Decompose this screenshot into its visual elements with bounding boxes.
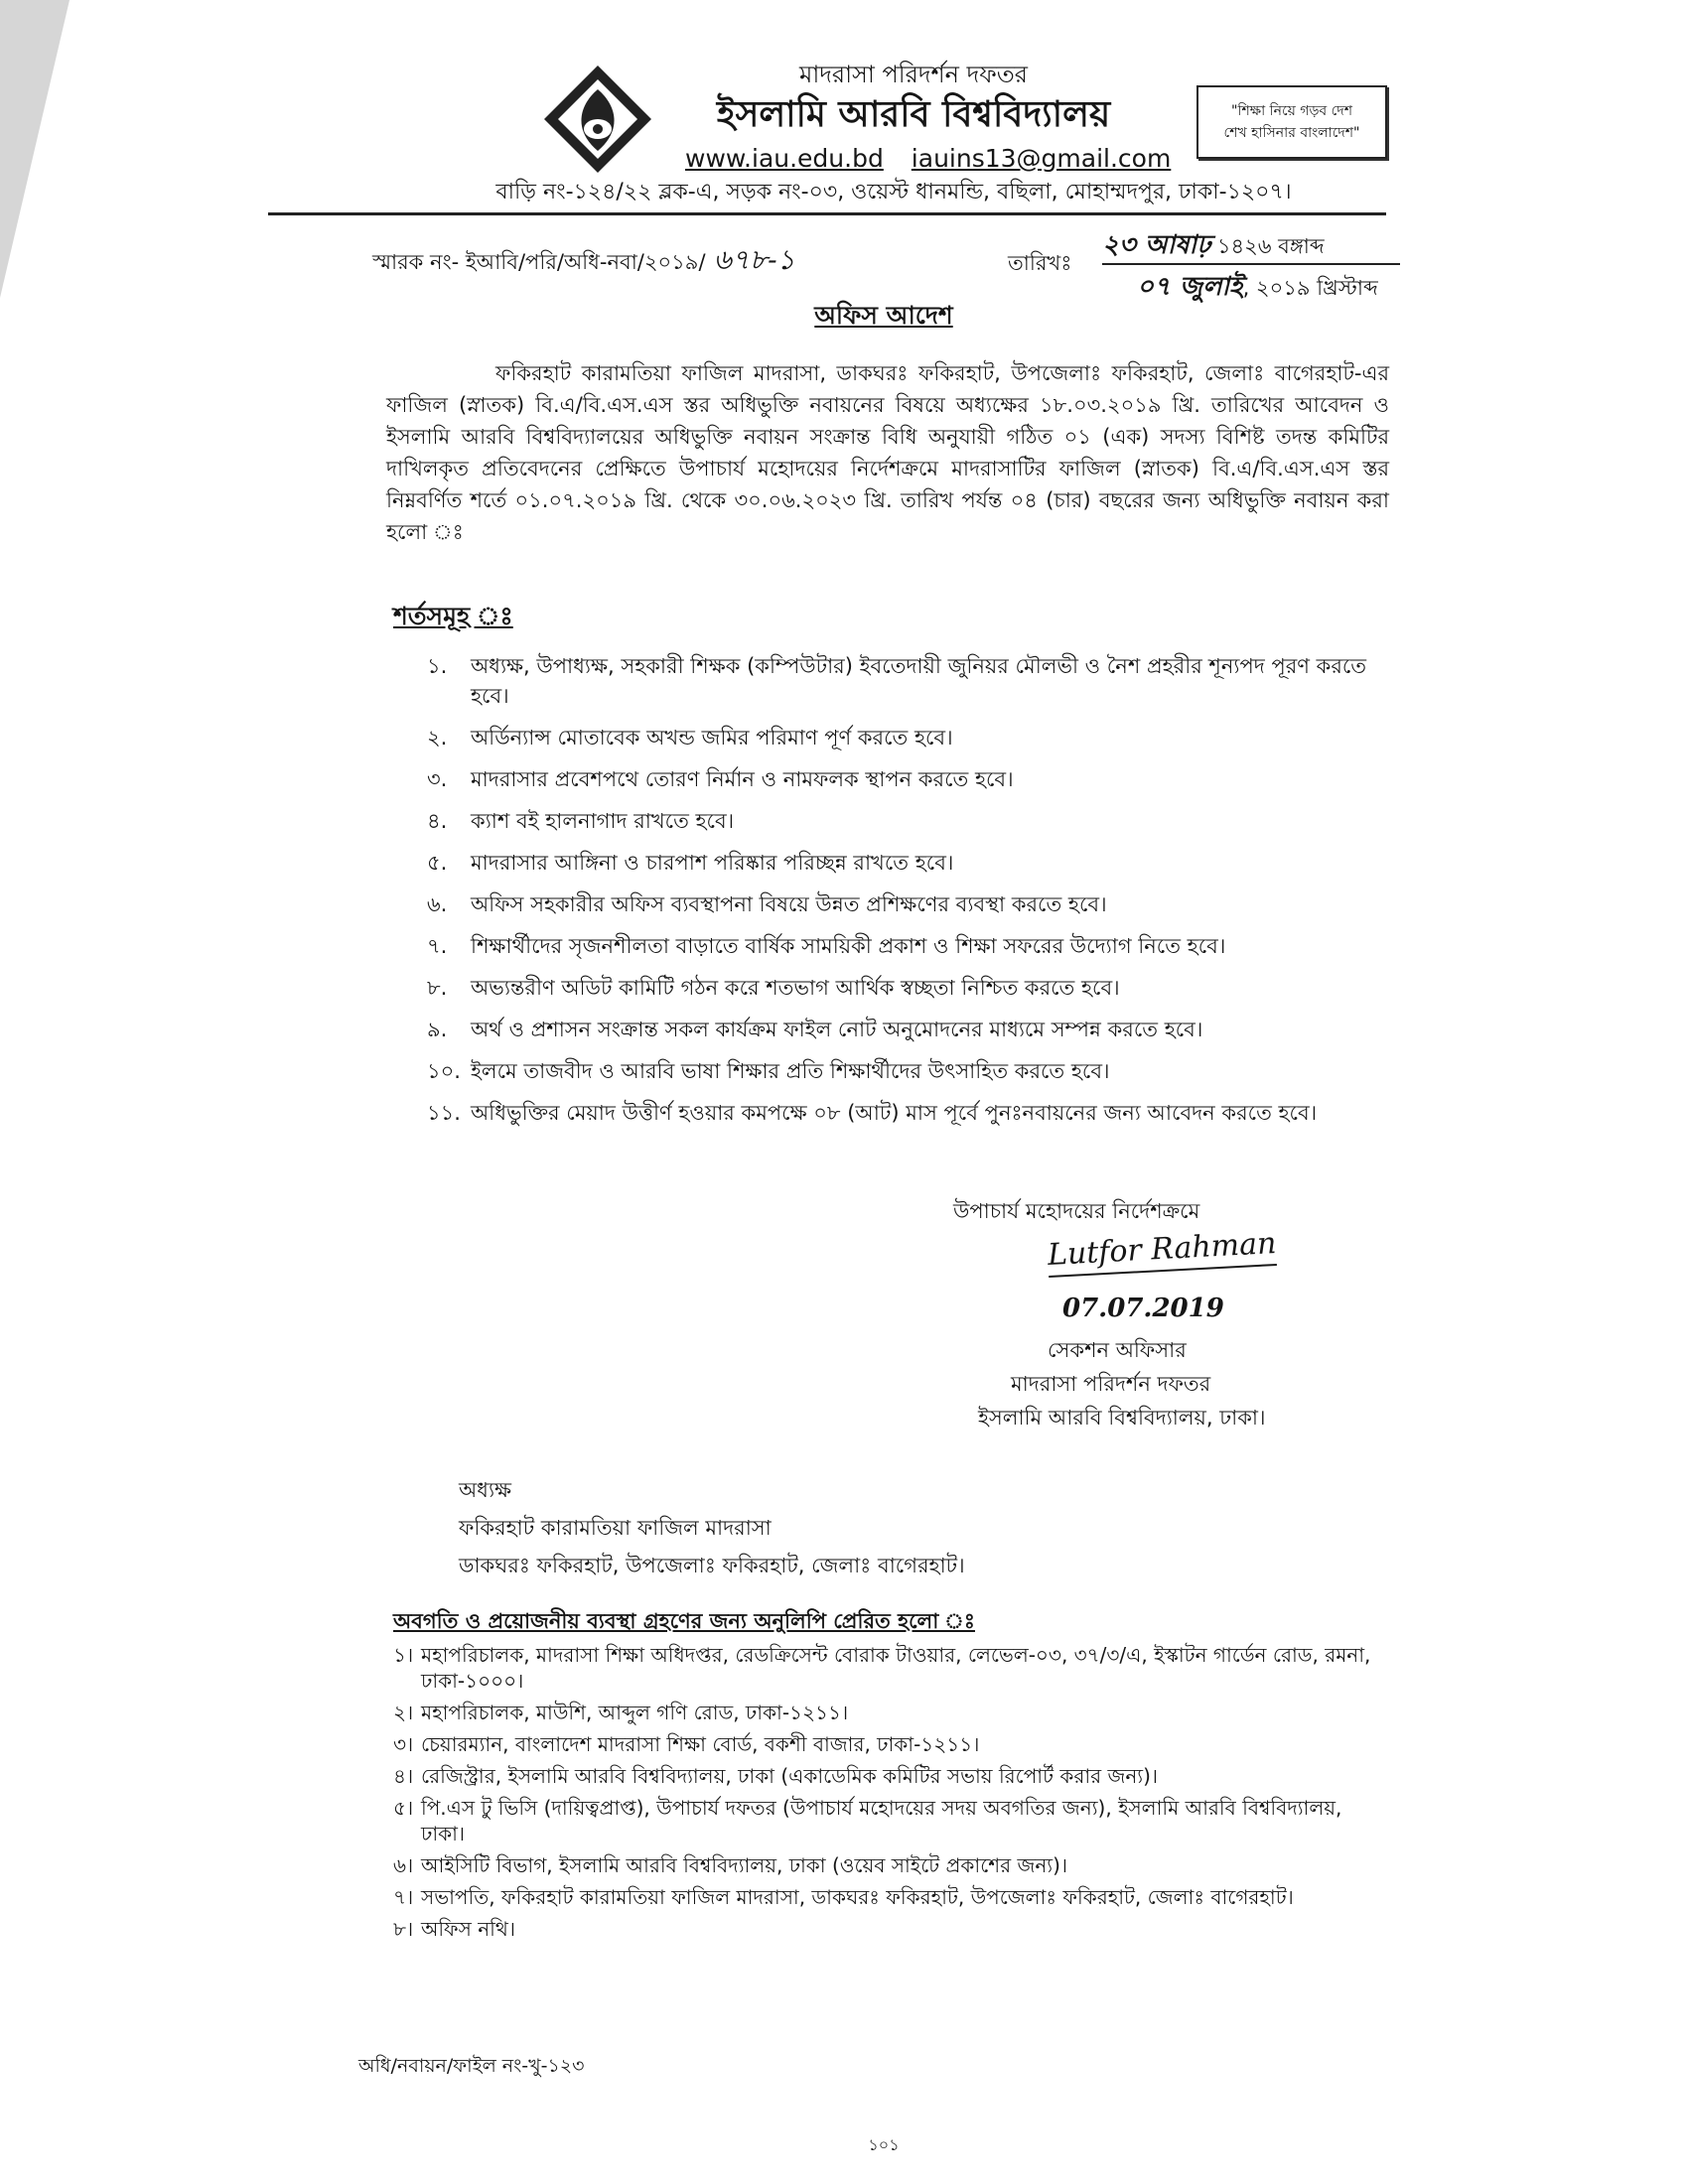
condition-item (427, 1098, 1390, 1128)
condition-item (427, 1056, 1390, 1086)
file-number: অধি/নবায়ন/ফাইল নং-খু-১২৩ (358, 2055, 585, 2077)
copy-recipient (393, 1700, 1386, 1725)
university-name: ইসলামি আরবি বিশ্ববিদ্যালয় (716, 94, 1111, 135)
addressee-block (459, 1471, 965, 1584)
signature-instruction: উপাচার্য মহোদয়ের নির্দেশক্রমে (953, 1199, 1200, 1223)
english-date-handwritten: ০৭ জুলাই (1137, 272, 1243, 302)
reference-number (372, 243, 795, 279)
website-link[interactable]: www.iau.edu.bd (685, 144, 884, 173)
condition-item-number: ১. (427, 654, 448, 678)
bangla-date-handwritten: ২৩ আষাঢ় (1102, 230, 1211, 260)
condition-item-text: অভ্যন্তরীণ অডিট কামিটি গঠন করে শতভাগ আর্থিক স্বচ্ছতা নিশ্চিত করতে হবে। (471, 976, 1120, 1000)
conditions-list (427, 651, 1390, 1140)
copy-recipient (393, 1795, 1386, 1846)
document-title: অফিস আদেশ (814, 301, 953, 330)
condition-item-text: ক্যাশ বই হালনাগাদ রাখতে হবে। (471, 809, 735, 833)
copy-recipient-number: ৩। (393, 1732, 414, 1756)
copies-heading: অবগতি ও প্রয়োজনীয় ব্যবস্থা গ্রহণের জন্য অনুলিপি প্রেরিত হলো ঃ (393, 1609, 975, 1633)
copy-recipient-number: ৪। (393, 1764, 414, 1788)
condition-item (427, 848, 1390, 878)
copy-recipient-text: মহাপরিচালক, মাদরাসা শিক্ষা অধিদপ্তর, রেডক্রিসেন্ট বোরাক টাওয়ার, লেভেল-০৩, ৩৭/৩/এ, ইস্কাটন গার্ডেন রোড, রমনা, ঢাকা-১০০০। (421, 1643, 1371, 1693)
copy-recipient-text: রেজিস্ট্রার, ইসলামি আরবি বিশ্ববিদ্যালয়, ঢাকা (একাডেমিক কমিটির সভায় রিপোর্ট করার জন্য)। (421, 1764, 1159, 1788)
condition-item-text: অর্থ ও প্রশাসন সংক্রান্ত সকল কার্যক্রম ফাইল নোট অনুমোদনের মাধ্যমে সম্পন্ন করতে হবে। (471, 1018, 1203, 1041)
copy-recipient-number: ২। (393, 1701, 414, 1724)
copy-recipient-number: ৮। (393, 1917, 414, 1941)
bangla-date-suffix: ১৪২৬ বঙ্গাব্দ (1216, 234, 1325, 258)
signatory-office: মাদরাসা পরিদর্শন দফতর (1011, 1372, 1211, 1396)
condition-item (427, 764, 1390, 794)
condition-item-text: ইলমে তাজবীদ ও আরবি ভাষা শিক্ষার প্রতি শিক্ষার্থীদের উৎসাহিত করতে হবে। (471, 1059, 1110, 1083)
condition-item-number: ১১. (427, 1101, 461, 1125)
handwritten-signature (953, 1226, 1370, 1335)
condition-item (427, 651, 1390, 711)
reference-label: স্মারক নং- ইআবি/পরি/অধি-নবা/২০১৯/ (372, 250, 706, 274)
copy-recipient (393, 1763, 1386, 1789)
copy-recipient-text: আইসিটি বিভাগ, ইসলামি আরবি বিশ্ববিদ্যালয়, ঢাকা (ওয়েব সাইটে প্রকাশের জন্য)। (421, 1853, 1068, 1877)
condition-item (427, 1015, 1390, 1044)
addressee-title: অধ্যক্ষ (459, 1478, 512, 1502)
signatory-designation: সেকশন অফিসার (1048, 1338, 1187, 1362)
condition-item-text: শিক্ষার্থীদের সৃজনশীলতা বাড়াতে বার্ষিক সাময়িকী প্রকাশ ও শিক্ষা সফরের উদ্যোগ নিতে হবে। (471, 934, 1226, 958)
condition-item-number: ৬. (427, 892, 448, 916)
condition-item-text: অফিস সহকারীর অফিস ব্যবস্থাপনা বিষয়ে উন্নত প্রশিক্ষণের ব্যবস্থা করতে হবে। (471, 892, 1107, 916)
english-date: ০৭ জুলাই, ২০১৯ খ্রিস্টাব্দ (1137, 272, 1378, 302)
reference-handwritten-number: ৬৭৮-১ (713, 243, 795, 276)
email-link[interactable]: iauins13@gmail.com (911, 144, 1172, 173)
condition-item (427, 889, 1390, 919)
copy-recipient (393, 1731, 1386, 1757)
date-label: তারিখঃ (1008, 251, 1072, 275)
scan-shadow (0, 0, 70, 298)
copy-recipient-text: সভাপতি, ফকিরহাট কারামতিয়া ফাজিল মাদরাসা, ডাকঘরঃ ফকিরহাট, উপজেলাঃ ফকিরহাট, জেলাঃ বাগেরহাট। (421, 1885, 1294, 1909)
copy-recipient (393, 1852, 1386, 1878)
office-name: মাদরাসা পরিদর্শন দফতর (799, 61, 1028, 88)
bangla-date (1102, 228, 1400, 265)
condition-item-text: মাদরাসার প্রবেশপথে তোরণ নির্মান ও নামফলক স্থাপন করতে হবে। (471, 767, 1014, 791)
addressee-address: ডাকঘরঃ ফকিরহাট, উপজেলাঃ ফকিরহাট, জেলাঃ বাগেরহাট। (459, 1554, 965, 1577)
address-line: বাড়ি নং-১২৪/২২ ব্লক-এ, সড়ক নং-০৩, ওয়েস্ট ধানমন্ডি, বছিলা, মোহাম্মদপুর, ঢাকা-১২০৭। (495, 180, 1292, 205)
contact-line (675, 143, 1172, 175)
conditions-heading: শর্তসমূহ ঃ (393, 602, 513, 630)
signature-block (953, 1196, 1370, 1433)
copies-list (393, 1642, 1386, 1948)
copy-recipient-number: ৫। (393, 1796, 414, 1820)
copy-recipient-number: ৬। (393, 1853, 414, 1877)
motto-line: "শিক্ষা নিয়ে গড়ব দেশ (1231, 103, 1352, 119)
condition-item-number: ৩. (427, 767, 448, 791)
header-divider (268, 212, 1386, 215)
motto-line: শেখ হাসিনার বাংলাদেশ" (1223, 125, 1360, 141)
condition-item-text: মাদরাসার আঙ্গিনা ও চারপাশ পরিষ্কার পরিচ্ছন্ন রাখতে হবে। (471, 851, 954, 875)
motto-box (1196, 85, 1387, 159)
copy-recipient-text: পি.এস টু ভিসি (দায়িত্বপ্রাপ্ত), উপাচার্য দফতর (উপাচার্য মহোদয়ের সদয় অবগতির জন্য), ইসলামি আরবি বিশ্ববিদ্যালয়, ঢাকা। (421, 1796, 1342, 1845)
english-date-suffix: ২০১৯ খ্রিস্টাব্দ (1255, 276, 1378, 300)
copy-recipient (393, 1916, 1386, 1942)
condition-item-text: অর্ডিন্যান্স মোতাবেক অখন্ড জমির পরিমাণ পূর্ণ করতে হবে। (471, 726, 953, 750)
page-number: ১০১ (868, 2135, 900, 2154)
condition-item-number: ৪. (427, 809, 448, 833)
condition-item-number: ৭. (427, 934, 448, 958)
copy-recipient-text: মহাপরিচালক, মাউশি, আব্দুল গণি রোড, ঢাকা-১২১১। (421, 1701, 849, 1724)
order-body: ফকিরহাট কারামতিয়া ফাজিল মাদরাসা, ডাকঘরঃ ফকিরহাট, উপজেলাঃ ফকিরহাট, জেলাঃ বাগেরহাট-এর ফাজিল (স্নাতক) বি.এ/বি.এস.এস স্তর অধিভুক্তি নবায়নের বিষয়ে অধ্যক্ষের ১৮.০৩.২০১৯ খ্রি. তারিখের আবেদন ও ইসলামি আরবি বিশ্ববিদ্যালয়ের অধিভুক্তি নবায়ন সংক্রান্ত বিধি অনুযায়ী গঠিত ০১ (এক) সদস্য বিশিষ্ট তদন্ত কমিটির দাখিলকৃত প্রতিবেদনের প্রেক্ষিতে উপাচার্য মহোদয়ের নির্দেশক্রমে মাদরাসাটির ফাজিল (স্নাতক) বি.এ/বি.এস.এস স্তর নিম্নবর্ণিত শর্তে ০১.০৭.২০১৯ খ্রি. থেকে ৩০.০৬.২০২৩ খ্রি. তারিখ পর্যন্ত ০৪ (চার) বছরের জন্য অধিভুক্তি নবায়ন করা হলো ঃ (386, 361, 1389, 544)
condition-item (427, 806, 1390, 836)
signature-name: Lutfor Rahman (1047, 1224, 1277, 1278)
signatory-university: ইসলামি আরবি বিশ্ববিদ্যালয়, ঢাকা। (978, 1406, 1266, 1430)
condition-item-text: অধিভুক্তির মেয়াদ উত্তীর্ণ হওয়ার কমপক্ষে ০৮ (আট) মাস পূর্বে পুনঃনবায়নের জন্য আবেদন করতে হবে। (471, 1101, 1318, 1125)
copy-recipient-text: চেয়ারম্যান, বাংলাদেশ মাদরাসা শিক্ষা বোর্ড, বকশী বাজার, ঢাকা-১২১১। (421, 1732, 980, 1756)
addressee-institution: ফকিরহাট কারামতিয়া ফাজিল মাদরাসা (459, 1516, 772, 1540)
copy-recipient-text: অফিস নথি। (421, 1917, 515, 1941)
copy-recipient (393, 1642, 1386, 1694)
condition-item-text: অধ্যক্ষ, উপাধ্যক্ষ, সহকারী শিক্ষক (কম্পিউটার) ইবতেদায়ী জুনিয়র মৌলভী ও নৈশ প্রহরীর শূন্যপদ পূরণ করতে হবে। (471, 654, 1367, 708)
copy-recipient (393, 1884, 1386, 1910)
copy-recipient-number: ১। (393, 1643, 414, 1667)
condition-item-number: ৫. (427, 851, 448, 875)
signed-date: 07.07.2019 (1062, 1294, 1224, 1323)
condition-item-number: ৮. (427, 976, 448, 1000)
condition-item-number: ৯. (427, 1018, 448, 1041)
copy-recipient-number: ৭। (393, 1885, 414, 1909)
condition-item-number: ২. (427, 726, 448, 750)
condition-item (427, 973, 1390, 1003)
condition-item-number: ১০. (427, 1059, 461, 1083)
condition-item (427, 723, 1390, 752)
condition-item (427, 931, 1390, 961)
